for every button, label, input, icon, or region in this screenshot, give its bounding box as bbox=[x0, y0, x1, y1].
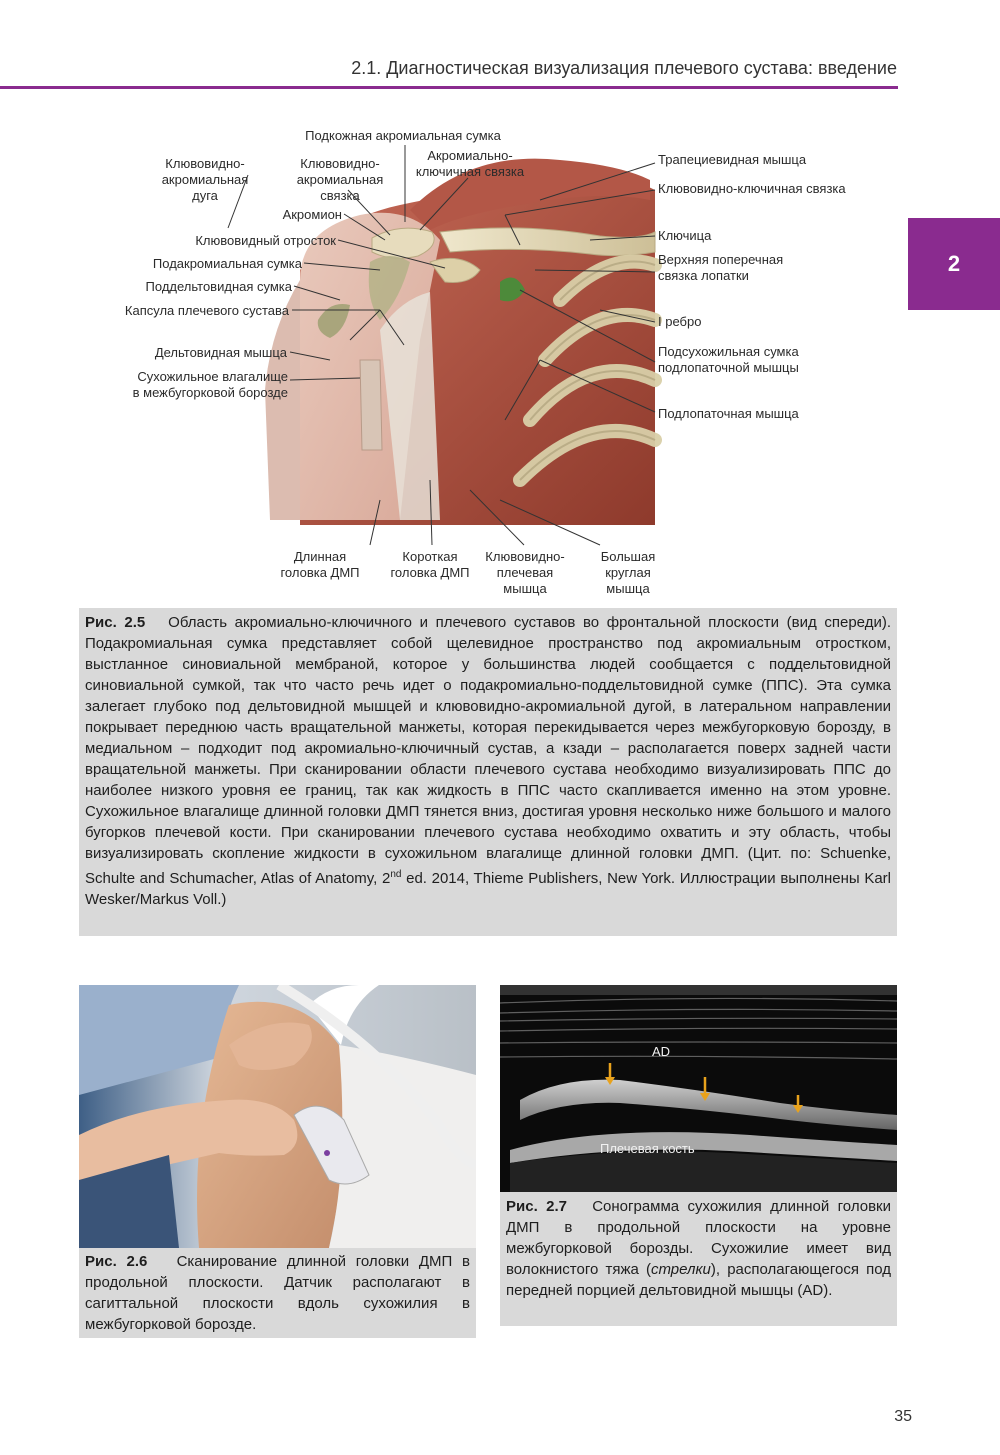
label-subtendinous-bursa bbox=[658, 344, 799, 376]
label-line: Короткая bbox=[402, 549, 458, 564]
label-line: мышца bbox=[503, 581, 547, 596]
label-line: Сухожильное влагалище bbox=[137, 369, 288, 384]
label-trapezius: Трапециевидная мышца bbox=[658, 152, 807, 167]
figure-2-7-caption bbox=[500, 1192, 897, 1326]
label-line: Клювовидно- bbox=[165, 156, 245, 171]
label-line: Клювовидно- bbox=[300, 156, 380, 171]
label-line: головка ДМП bbox=[280, 565, 360, 580]
label-line: круглая bbox=[605, 565, 651, 580]
label-line: подлопаточной мышцы bbox=[658, 360, 799, 375]
label-line: Большая bbox=[600, 549, 656, 564]
caption-label: Рис. 2.6 bbox=[85, 1253, 148, 1270]
caption-label: Рис. 2.5 bbox=[85, 614, 146, 631]
label-line: Клювовидно- bbox=[485, 549, 565, 564]
label-line: в межбугорковой борозде bbox=[132, 385, 288, 400]
label-line: связка bbox=[320, 188, 360, 203]
scanning-photo bbox=[79, 985, 476, 1248]
label-acromion: Акромион bbox=[282, 207, 342, 222]
label-line: Подсухожильная сумка bbox=[658, 344, 799, 359]
label-subdeltoid-bursa: Поддельтовидная сумка bbox=[145, 279, 292, 294]
chapter-tab: 2 bbox=[908, 218, 1000, 310]
label-ad: AD bbox=[652, 1044, 671, 1059]
caption-text-cont: ), располагающегося под передней порцией дельтовидной мышцы (AD). bbox=[506, 1261, 891, 1299]
label-line: ключичная связка bbox=[415, 164, 525, 179]
label-tendon-sheath bbox=[90, 369, 288, 401]
label-joint-capsule: Капсула плечевого сустава bbox=[124, 303, 289, 318]
caption-text: Сканирование длинной головки ДМП в продольной плоскости. Датчик располагают в сагиттальной плоскости вдоль сухожилия в межбугорковой борозде. bbox=[85, 1253, 470, 1333]
label-subacromial-bursa: Подакромиальная сумка bbox=[152, 256, 302, 271]
anatomy-figure bbox=[0, 0, 1000, 605]
caption-text: Сонограмма сухожилия длинной головки ДМП в продольной плоскости на уровне межбугорковой борозды. Сухожилие имеет вид волокнистого тяжа ( bbox=[506, 1198, 891, 1278]
label-first-rib: I ребро bbox=[658, 314, 702, 329]
caption-italic: стрелки bbox=[650, 1261, 711, 1278]
label-line: плечевая bbox=[496, 565, 554, 580]
figure-2-5-caption bbox=[79, 608, 897, 936]
figure-2-6-caption bbox=[79, 1248, 476, 1338]
sonogram-illustration bbox=[500, 985, 897, 1192]
label-teres-major bbox=[578, 549, 678, 597]
label-line: Длинная bbox=[293, 549, 347, 564]
label-line: мышца bbox=[606, 581, 650, 596]
label-line: Верхняя поперечная bbox=[658, 252, 784, 267]
caption-label: Рис. 2.7 bbox=[506, 1198, 567, 1215]
label-long-head bbox=[265, 549, 375, 581]
label-coracobrachialis bbox=[470, 549, 580, 597]
label-deltoid: Дельтовидная мышца bbox=[154, 345, 287, 360]
label-line: Акромиально- bbox=[427, 148, 513, 163]
label-acromioclavicular-ligament bbox=[400, 148, 540, 180]
label-coracoacromial-ligament bbox=[285, 156, 395, 204]
label-line: дуга bbox=[192, 188, 218, 203]
running-header: 2.1. Диагностическая визуализация плечевого сустава: введение bbox=[351, 58, 897, 78]
label-line: акромиальная bbox=[161, 172, 249, 187]
label-subcutaneous-acromial-bursa: Подкожная акромиальная сумка bbox=[305, 128, 501, 143]
label-subscapularis: Подлопаточная мышца bbox=[658, 406, 799, 421]
label-line: головка ДМП bbox=[390, 565, 470, 580]
label-superior-transverse-ligament bbox=[658, 252, 783, 284]
caption-text: Область акромиально-ключичного и плечевого суставов во фронтальной плоскости (вид спереди). Подакромиальная сумка представляет собой щелевидное пространство под акромиальным отростком, выстланное синовиальной мембраной, которое у большинства людей сообщается с поддельтовидной синовиальной сумкой, так что часто речь идет о подакромиально-поддельтовидной сумке (ППС). Эта сумка залегает глубоко под дельтовидной мышцей и клювовидно-акромиальной дугой, в латеральном направлении покрывает переднюю часть вращательной манжеты, которая перекидывается через межбугорковую борозду, в медиальном – подходит под акромиально-ключичный сустав, а кзади – располагается поверх задней части вращательной манжеты. При сканировании области плечевого сустава необходимо визуализировать ППС до наиболее низкого уровня ее границ, так как жидкость в ППС часто скапливается именно на этом уровне. Сухожильное влагалище длинной головки ДМП тянется вниз, достигая уровня несколько ниже большого и малого бугорков плечевой кости. При сканировании плечевого сустава необходимо охватить и эту область, чтобы визуализировать скопление жидкости в сухожильном влагалище длинной головки ДМП. (Цит. по: Schuenke, Schulte and Schumacher, Atlas of Anatomy, 2 bbox=[85, 614, 891, 887]
caption-superscript: nd bbox=[390, 869, 402, 880]
sonogram-image bbox=[500, 985, 897, 1192]
label-short-head bbox=[375, 549, 485, 581]
label-clavicle: Ключица bbox=[658, 228, 712, 243]
label-line: связка лопатки bbox=[658, 268, 749, 283]
page-number: 35 bbox=[894, 1408, 912, 1425]
label-coracoclavicular-ligament: Клювовидно-ключичная связка bbox=[658, 181, 846, 196]
label-line: акромиальная bbox=[296, 172, 384, 187]
photo-illustration bbox=[79, 985, 476, 1248]
caption-text-cont: ed. 2014, Thieme Publishers, New York. Иллюстрации выполнены Karl Wesker/Markus Voll.) bbox=[85, 870, 891, 908]
label-coracoid-process: Клювовидный отросток bbox=[195, 233, 336, 248]
label-coracoacromial-arch bbox=[150, 156, 260, 204]
label-humerus: Плечевая кость bbox=[600, 1141, 695, 1156]
